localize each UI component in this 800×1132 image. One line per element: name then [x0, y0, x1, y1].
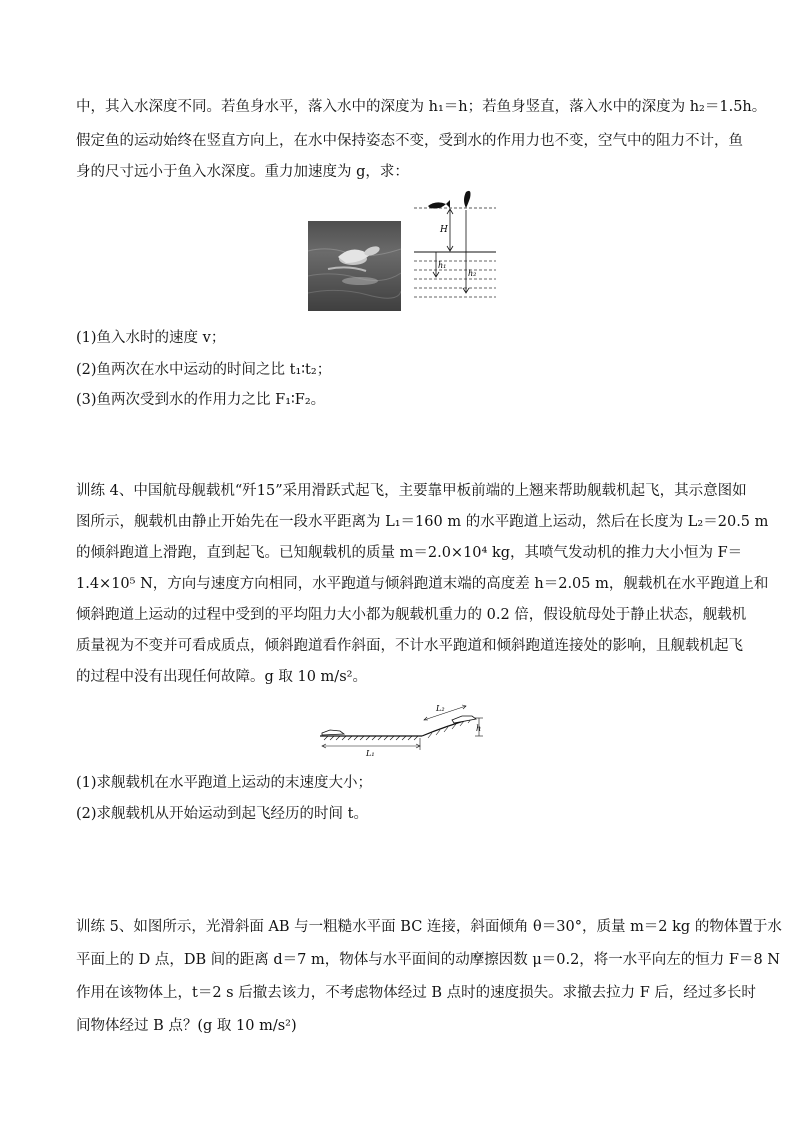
fish-horizontal-icon	[428, 202, 446, 208]
paragraph-line: 训练 5、如图所示，光滑斜面 AB 与一粗糙水平面 BC 连接，斜面倾角 θ＝30°，质量 m＝2 kg 的物体置于水	[76, 919, 782, 935]
paragraph-line: 身的尺寸远小于鱼入水深度。重力加速度为 g，求：	[76, 164, 409, 180]
paragraph-line: 的倾斜跑道上滑跑，直到起飞。已知舰载机的质量 m＝2.0×10⁴ kg，其喷气发动机的推力大小恒为 F＝	[76, 545, 743, 561]
label-h1: h₁	[438, 261, 447, 270]
fish-depth-diagram	[410, 186, 500, 314]
plane-end-icon	[452, 716, 476, 723]
label-h2: h₂	[468, 269, 477, 278]
plane-start-icon	[322, 730, 344, 735]
question-1: (1)鱼入水时的速度 v；	[76, 330, 226, 346]
paragraph-line: 中，其入水深度不同。若鱼身水平，落入水中的深度为 h₁＝h；若鱼身竖直，落入水中的深度为 h₂＝1.5h。	[76, 99, 767, 115]
label-L2: L₂	[436, 704, 445, 713]
paragraph-line: 作用在该物体上，t＝2 s 后撤去该力，不考虑物体经过 B 点时的速度损失。求撤去拉力 F 后，经过多长时	[76, 985, 756, 1001]
paragraph-line: 假定鱼的运动始终在竖直方向上，在水中保持姿态不变，受到水的作用力也不变，空气中的阻力不计，鱼	[76, 133, 743, 149]
question-3: (3)鱼两次受到水的作用力之比 F₁∶F₂。	[76, 392, 326, 408]
carrier-ramp-diagram	[316, 700, 486, 760]
question-1: (1)求舰载机在水平跑道上运动的末速度大小；	[76, 775, 373, 791]
paragraph-line: 平面上的 D 点，DB 间的距离 d＝7 m，物体与水平面间的动摩擦因数 μ＝0.2，将一水平向左的恒力 F＝8 N	[76, 952, 780, 968]
label-L1: L₁	[366, 749, 375, 758]
question-2: (2)鱼两次在水中运动的时间之比 t₁∶t₂；	[76, 362, 332, 378]
paragraph-line: 质量视为不变并可看成质点，倾斜跑道看作斜面，不计水平跑道和倾斜跑道连接处的影响，且舰载机起飞	[76, 638, 743, 654]
fish-vertical-icon	[464, 191, 471, 208]
label-h: h	[476, 724, 482, 733]
question-2: (2)求舰载机从开始运动到起飞经历的时间 t。	[76, 806, 368, 822]
paragraph-line: 图所示，舰载机由静止开始先在一段水平距离为 L₁＝160 m 的水平跑道上运动，然后在长度为 L₂＝20.5 m	[76, 514, 769, 530]
paragraph-line: 间物体经过 B 点？(g 取 10 m/s²)	[76, 1018, 297, 1034]
paragraph-line: 倾斜跑道上运动的过程中受到的平均阻力大小都为舰载机重力的 0.2 倍，假设航母处于静止状态，舰载机	[76, 607, 747, 623]
paragraph-line: 的过程中没有出现任何故障。g 取 10 m/s²。	[76, 669, 367, 685]
paragraph-line: 训练 4、中国航母舰载机“歼15”采用滑跃式起飞，主要靠甲板前端的上翘来帮助舰载机起飞，其示意图如	[76, 483, 747, 499]
label-H: H	[440, 225, 448, 235]
paragraph-line: 1.4×10⁵ N，方向与速度方向相同，水平跑道与倾斜跑道末端的高度差 h＝2.05 m，舰载机在水平跑道上和	[76, 576, 769, 592]
dolphin-photo	[308, 221, 401, 311]
